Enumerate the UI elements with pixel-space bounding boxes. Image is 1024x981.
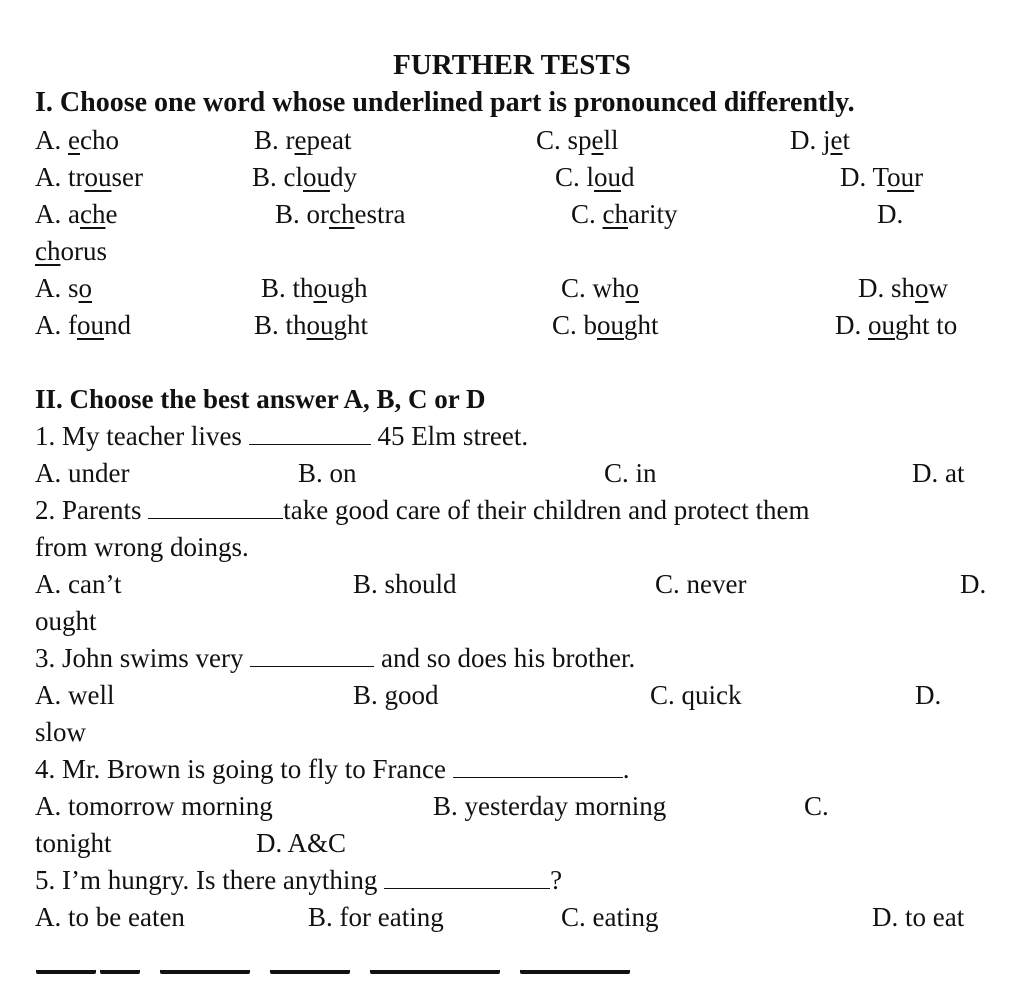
question-text-continued: from wrong doings.: [35, 532, 249, 562]
option-a: A. found: [35, 310, 131, 340]
option-a: A. ache: [35, 199, 118, 229]
p2-question-2-options: [0, 566, 1024, 602]
answer-blank: [249, 418, 371, 445]
option-d: D. to eat: [872, 902, 965, 932]
question-text: 3. John swims very and so does his brother.: [35, 640, 635, 676]
answer-blank: [250, 640, 374, 667]
option-c: C. eating: [561, 902, 659, 932]
cut-off-next-heading: [0, 970, 1024, 981]
section-1-heading: I. Choose one word whose underlined part is pronounced differently.: [35, 87, 855, 118]
option-d: D. A&C: [256, 828, 347, 858]
p1-question-3-continued: [0, 233, 1024, 269]
option-d-text: slow: [35, 717, 87, 747]
option-d: D. jet: [790, 125, 850, 155]
section-2-heading-line: [0, 381, 1024, 417]
p2-question-1: [0, 418, 1024, 454]
p1-question-4: [0, 270, 1024, 306]
option-d: D. Tour: [840, 162, 924, 192]
option-c: C. quick: [650, 680, 742, 710]
option-b: B. repeat: [254, 125, 352, 155]
option-c: C. never: [655, 569, 747, 599]
p2-question-5: [0, 862, 1024, 898]
section-2-heading: II. Choose the best answer A, B, C or D: [35, 384, 486, 414]
p2-question-5-options: [0, 899, 1024, 935]
option-a: A. so: [35, 273, 93, 303]
option-d: D. show: [858, 273, 949, 303]
answer-blank: [148, 492, 283, 519]
option-d-label: D.: [877, 199, 904, 229]
question-text: 1. My teacher lives 45 Elm street.: [35, 418, 528, 454]
option-c-text: tonight: [35, 828, 112, 858]
p2-question-2: [0, 492, 1024, 528]
p2-question-2-options-continued: [0, 603, 1024, 639]
question-text: 4. Mr. Brown is going to fly to France .: [35, 751, 629, 787]
option-c: C. charity: [571, 199, 678, 229]
p2-question-4-options: [0, 788, 1024, 824]
option-c: C. spell: [536, 125, 619, 155]
p2-question-3: [0, 640, 1024, 676]
option-d: D. ought to: [835, 310, 958, 340]
option-c: C. bought: [552, 310, 659, 340]
option-d-label: D.: [915, 680, 942, 710]
option-b: B. on: [298, 458, 357, 488]
page-title: FURTHER TESTS: [393, 49, 631, 81]
p2-question-3-options-continued: [0, 714, 1024, 750]
option-d-text: chorus: [35, 236, 107, 266]
option-b: B. yesterday morning: [433, 791, 667, 821]
option-a: A. can’t: [35, 569, 122, 599]
p2-question-1-options: [0, 455, 1024, 491]
title-line: [0, 47, 1024, 83]
p1-question-5: [0, 307, 1024, 343]
option-c: C. in: [604, 458, 657, 488]
section-1-heading-line: [0, 85, 1024, 121]
option-c: C. who: [561, 273, 640, 303]
p1-question-2: [0, 159, 1024, 195]
option-a: A. tomorrow morning: [35, 791, 273, 821]
option-b: B. good: [353, 680, 439, 710]
option-b: B. orchestra: [275, 199, 406, 229]
option-b: B. though: [261, 273, 368, 303]
option-b: B. should: [353, 569, 457, 599]
question-text: 5. I’m hungry. Is there anything ?: [35, 862, 562, 898]
p1-question-1: [0, 122, 1024, 158]
answer-blank: [453, 751, 623, 778]
option-c-label: C.: [804, 791, 829, 821]
p2-question-4-options-continued: [0, 825, 1024, 861]
option-d-label: D.: [960, 569, 987, 599]
option-a: A. well: [35, 680, 115, 710]
question-text: 2. Parents take good care of their children and protect them: [35, 492, 810, 528]
option-a: A. under: [35, 458, 130, 488]
p2-question-2-continued: [0, 529, 1024, 565]
p2-question-3-options: [0, 677, 1024, 713]
option-a: A. echo: [35, 125, 119, 155]
option-b: B. cloudy: [252, 162, 357, 192]
option-d: D. at: [912, 458, 965, 488]
p1-question-3: [0, 196, 1024, 232]
answer-blank: [384, 862, 550, 889]
option-b: B. thought: [254, 310, 369, 340]
option-a: A. to be eaten: [35, 902, 185, 932]
option-b: B. for eating: [308, 902, 444, 932]
option-c: C. loud: [555, 162, 635, 192]
option-a: A. trouser: [35, 162, 143, 192]
option-d-text: ought: [35, 606, 97, 636]
p2-question-4: [0, 751, 1024, 787]
